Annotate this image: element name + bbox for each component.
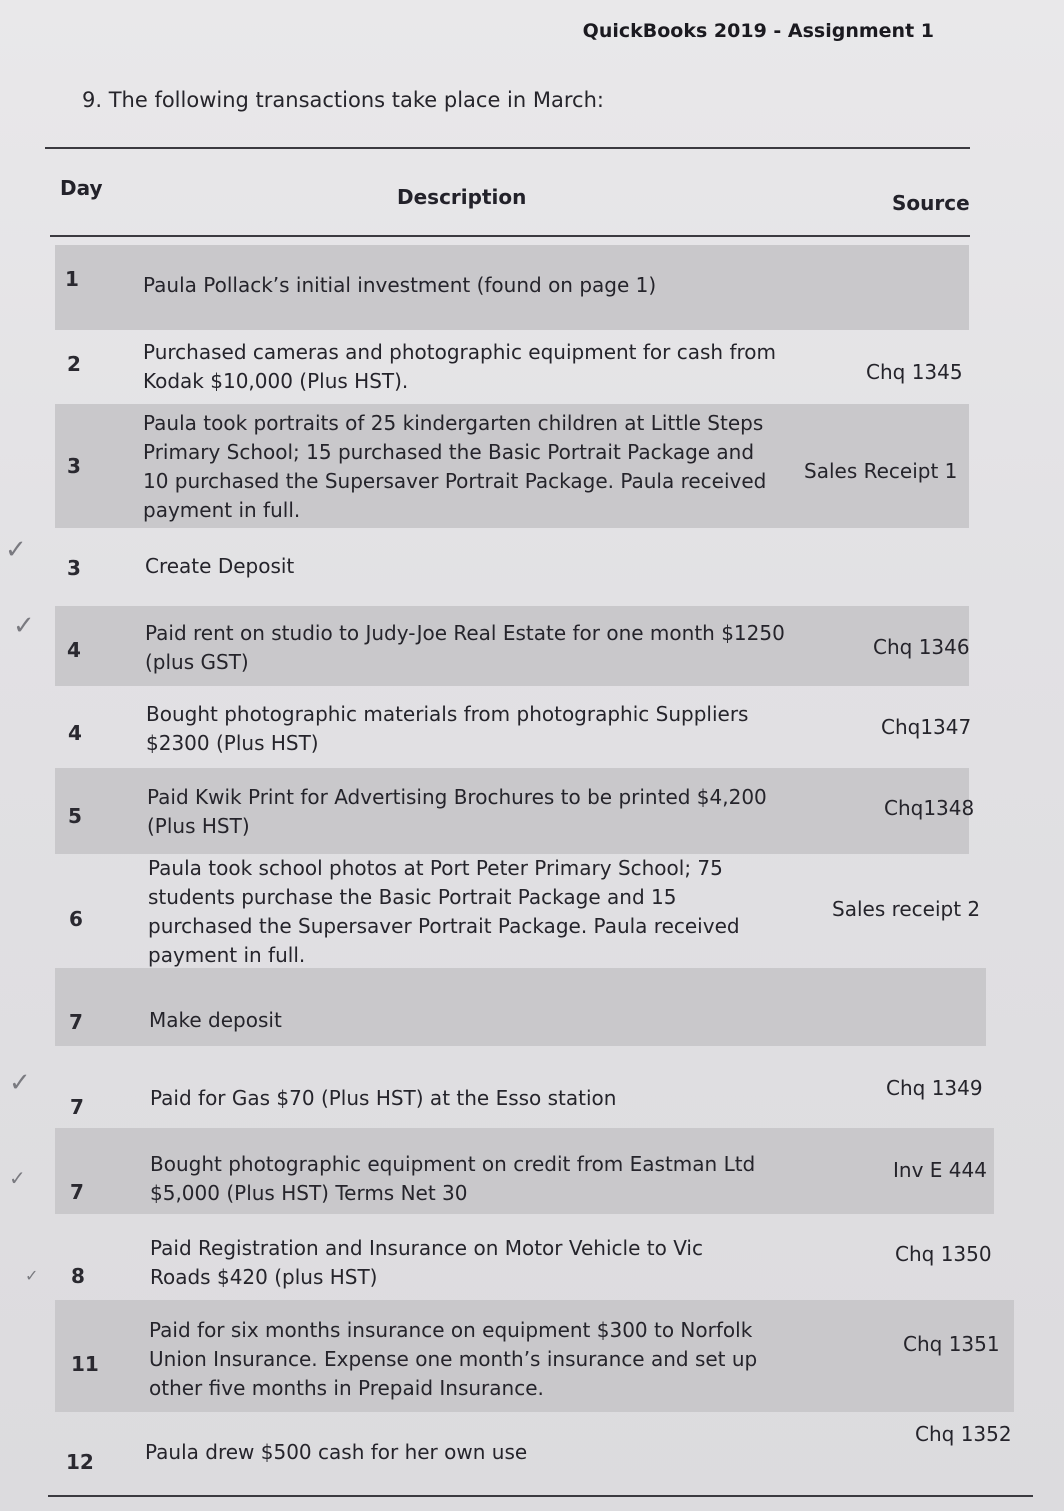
transaction-description: Paid for Gas $70 (Plus HST) at the Esso station [150,1086,617,1110]
transaction-source: Chq 1351 [903,1332,1000,1356]
question-intro: 9. The following transactions take place in March: [82,88,604,112]
transaction-day: 6 [69,907,83,931]
transaction-row [25,1214,992,1298]
transaction-source: Chq 1346 [873,635,970,659]
transaction-row [9,1128,994,1214]
transaction-day: 8 [71,1264,85,1288]
transaction-description: Create Deposit [145,554,295,578]
transaction-source: Chq 1345 [866,360,963,384]
transaction-row [55,245,969,330]
transaction-description: Paula Pollack’s initial investment (found on page 1) [143,273,657,297]
transaction-source: Inv E 444 [893,1158,987,1182]
transaction-description: Paid for six months insurance on equipment $300 to Norfolk Union Insurance. Expense one month’s insurance and set up other five months in Prepaid Insurance. [149,1318,758,1400]
transaction-day: 4 [67,638,81,662]
transaction-row [55,688,972,766]
check-mark-icon: ✓ [13,611,35,641]
transaction-description: Paula drew $500 cash for her own use [145,1440,528,1464]
transaction-row [55,1414,1034,1490]
transaction-row [55,968,986,1046]
transaction-row [13,606,970,686]
column-header-day: Day [60,176,103,200]
table-top-rule [45,147,970,149]
check-mark-icon: ✓ [9,1068,31,1098]
transaction-day: 7 [70,1095,84,1119]
transaction-description: Bought photographic materials from photographic Suppliers $2300 (Plus HST) [146,702,749,755]
transaction-description: Make deposit [149,1008,282,1032]
transaction-source: Chq 1349 [886,1076,983,1100]
transaction-description: Paid Kwik Print for Advertising Brochures to be printed $4,200 (Plus HST) [147,785,767,838]
transaction-day: 1 [65,267,79,291]
transaction-source: Chq 1352 [915,1422,1012,1446]
transaction-source: Sales receipt 2 [832,897,981,921]
transaction-description: Paula took portraits of 25 kindergarten children at Little Steps Primary School; 15 purchased the Basic Portrait Package and 10 purchased the Supersaver Portrait Package. Paula received payment in full. [143,411,767,522]
transaction-row [5,530,969,605]
column-header-source: Source [892,191,970,215]
transaction-day: 12 [66,1450,94,1474]
transaction-source: Chq1348 [884,796,975,820]
transaction-source: Chq1347 [881,715,972,739]
transaction-description: Paid rent on studio to Judy-Joe Real Estate for one month $1250 (plus GST) [145,621,785,674]
transaction-day: 3 [67,454,81,478]
transaction-row [55,768,975,854]
transaction-source: Chq 1350 [895,1242,992,1266]
transaction-day: 3 [67,556,81,580]
column-header-description: Description [397,185,527,209]
table-header-rule [50,235,970,237]
transaction-row [55,404,969,528]
check-mark-icon: ✓ [9,1166,26,1190]
transaction-day: 11 [71,1352,99,1376]
transaction-day: 2 [67,352,81,376]
transaction-description: Purchased cameras and photographic equipment for cash from Kodak $10,000 (Plus HST). [143,340,776,393]
transaction-day: 7 [70,1180,84,1204]
transaction-source: Sales Receipt 1 [804,459,958,483]
transaction-day: 7 [69,1010,83,1034]
transaction-row [55,854,981,969]
transaction-day: 4 [68,721,82,745]
table-bottom-rule [48,1495,1033,1497]
document-header-title: QuickBooks 2019 - Assignment 1 [582,20,934,42]
transaction-description: Paid Registration and Insurance on Motor Vehicle to Vic Roads $420 (plus HST) [150,1236,703,1289]
check-mark-icon: ✓ [5,535,27,565]
transaction-row [55,330,969,402]
transaction-description: Paula took school photos at Port Peter Primary School; 75 students purchase the Basic Portrait Package and 15 purchased the Supersaver Portrait Package. Paula received payment in full. [148,856,740,967]
transaction-description: Bought photographic equipment on credit from Eastman Ltd $5,000 (Plus HST) Terms Net 30 [150,1152,756,1205]
transaction-day: 5 [68,804,82,828]
transaction-row [55,1300,1014,1412]
check-mark-icon: ✓ [25,1266,39,1285]
transaction-row [9,1048,983,1128]
